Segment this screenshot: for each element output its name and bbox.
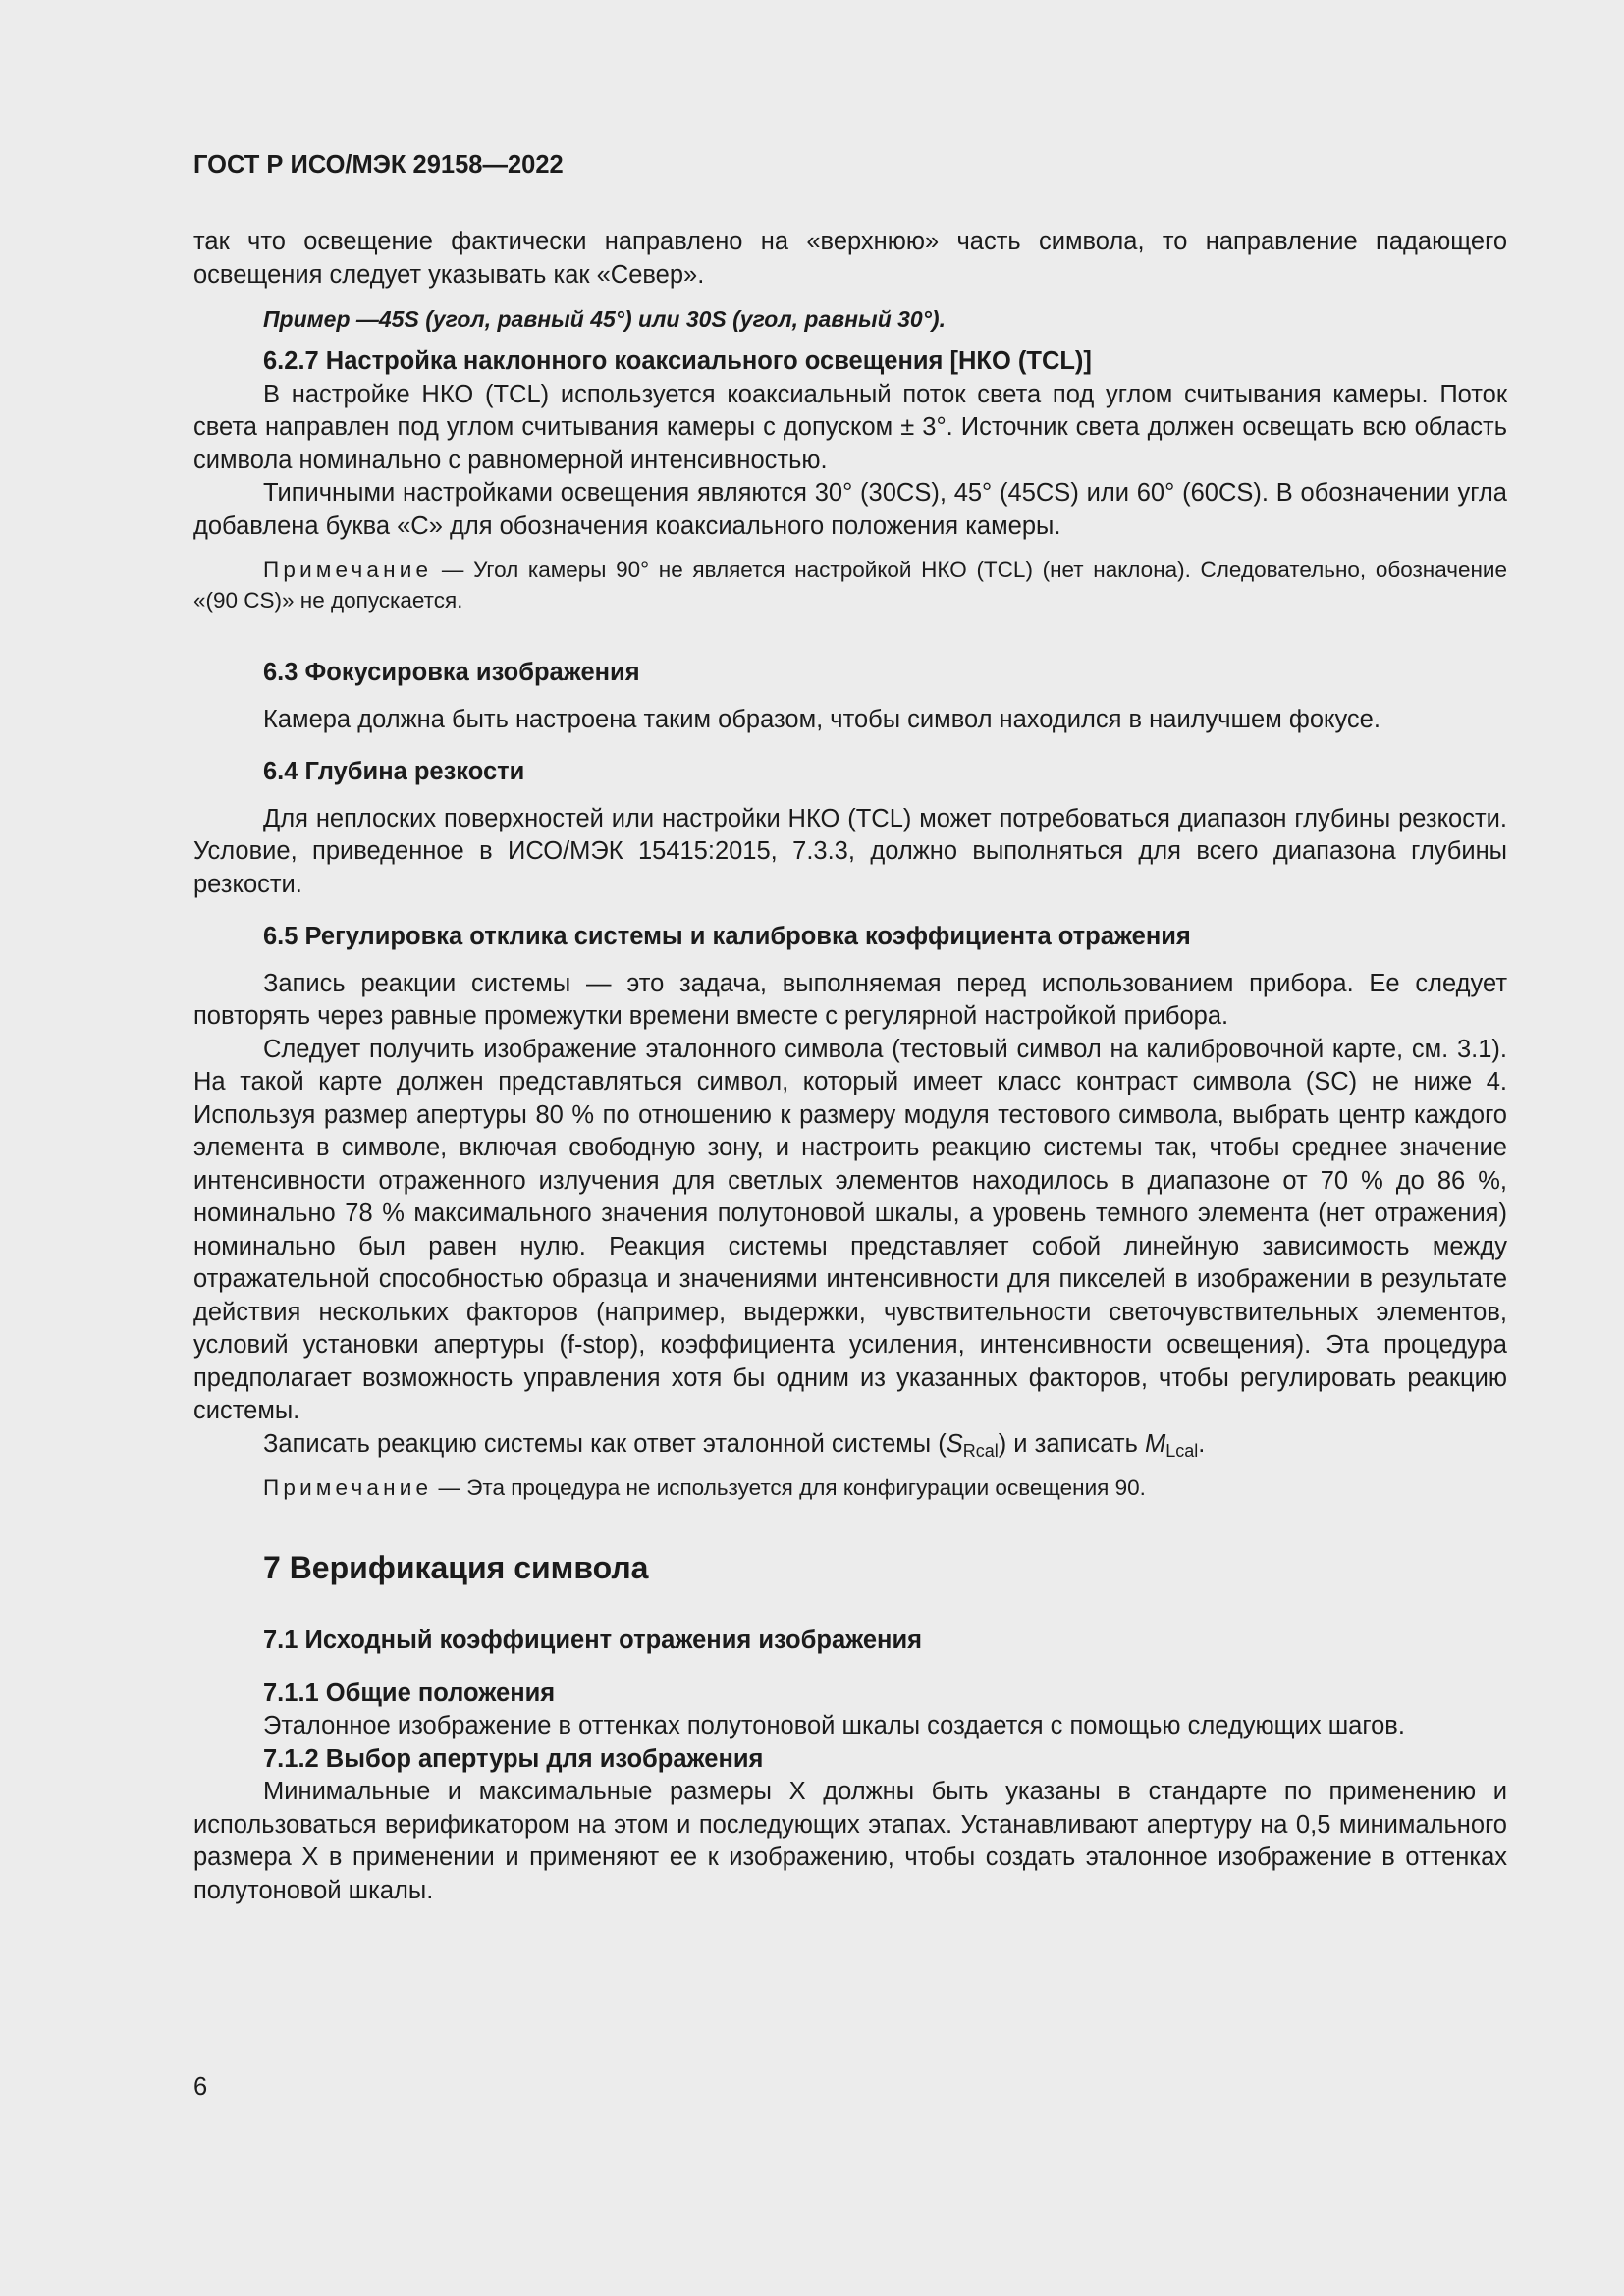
note-procedure bbox=[193, 1472, 1507, 1503]
paragraph-7-1-1: Эталонное изображение в оттенках полутоновой шкалы создается с помощью следующих шагов. bbox=[263, 1712, 1405, 1739]
note-tcl-angle bbox=[193, 555, 1507, 615]
intro-paragraph: так что освещение фактически направлено на «верхнюю» часть символа, то направление падающего освещения следует указывать как «Север». bbox=[193, 228, 1507, 289]
heading-7: 7 Верификация символа bbox=[263, 1550, 649, 1585]
heading-6-4: 6.4 Глубина резкости bbox=[263, 758, 525, 785]
note-text: — Угол камеры 90° не является настройкой НКО (TCL) (нет наклона). Следовательно, обозначение «(90 CS)» не допускается. bbox=[193, 558, 1507, 613]
text-segment: Записать реакцию системы как ответ эталонной системы ( bbox=[263, 1429, 947, 1458]
heading-6-3: 6.3 Фокусировка изображения bbox=[263, 659, 640, 686]
paragraph-6-2-7-b: Типичными настройками освещения являются 30° (30CS), 45° (45CS) или 60° (60CS). В обозначении угла добавлена буква «С» для обозначения коаксиального положения камеры. bbox=[193, 479, 1507, 540]
symbol-m: M bbox=[1144, 1429, 1166, 1458]
document-header-title: ГОСТ Р ИСО/МЭК 29158—2022 bbox=[193, 151, 564, 179]
paragraph-6-5-b: Следует получить изображение эталонного символа (тестовый символ на калибровочной карте, см. 3.1). На такой карте должен представляться символ, который имеет класс контраст символа (SC) не ниже 4. Используя размер апертуры 80 % по отношению к размеру модуля тестового символа, выбрать центр каждого элемента в символе, включая свободную зону, и настроить реакцию системы так, чтобы среднее значение интенсивности отраженного излучения для светлых элементов находилось в диапазоне от 70 % до 86 %, номинально 78 % максимального значения полутоновой шкалы, а уровень темного элемента (нет отражения) номинально был равен нулю. Реакция системы представляет собой линейную зависимость между отражательной способностью образца и значениями интенсивности для пикселей в изображении в результате действия нескольких факторов (например, выдержки, чувствительности светочувствительных элементов, условий установки апертуры (f-stop), коэффициента усиления, интенсивности освещения). Эта процедура предполагает возможность управления хотя бы одним из указанных факторов, чтобы регулировать реакцию системы. bbox=[193, 1035, 1507, 1424]
paragraph-6-5-c bbox=[193, 1428, 1507, 1462]
paragraph-6-5-a: Запись реакции системы — это задача, выполняемая перед использованием прибора. Ее следует повторять через равные промежутки времени вместе с регулярной настройкой прибора. bbox=[193, 969, 1507, 1030]
heading-7-1-2: 7.1.2 Выбор апертуры для изображения bbox=[263, 1744, 764, 1773]
heading-7-1: 7.1 Исходный коэффициент отражения изображения bbox=[263, 1627, 923, 1654]
subscript-rcal: Rcal bbox=[962, 1440, 999, 1461]
page-content bbox=[193, 147, 1507, 1907]
note-text: — Эта процедура не используется для конфигурации освещения 90. bbox=[432, 1475, 1146, 1500]
heading-6-2-7: 6.2.7 Настройка наклонного коаксиального освещения [НКО (TCL)] bbox=[263, 347, 1092, 375]
subscript-lcal: Lcal bbox=[1165, 1440, 1199, 1461]
note-label: Примечание bbox=[263, 1475, 433, 1500]
paragraph-7-1-2: Минимальные и максимальные размеры X должны быть указаны в стандарте по применению и использоваться верификатором на этом и последующих этапах. Устанавливают апертуру на 0,5 минимального размера X в применении и применяют ее к изображению, чтобы создать эталонное изображение в оттенках полутоновой шкалы. bbox=[193, 1778, 1507, 1904]
page-number: 6 bbox=[193, 2073, 208, 2101]
paragraph-6-2-7-a: В настройке НКО (TCL) используется коаксиальный поток света под углом считывания камеры. Поток света направлен под углом считывания камеры с допуском ± 3°. Источник света должен освещать всю область символа номинально с равномерной интенсивностью. bbox=[193, 380, 1507, 474]
paragraph-6-3: Камера должна быть настроена таким образом, чтобы символ находился в наилучшем фокусе. bbox=[263, 705, 1380, 733]
symbol-s: S bbox=[946, 1429, 963, 1458]
heading-7-1-1: 7.1.1 Общие положения bbox=[263, 1679, 556, 1707]
text-segment: ) и записать bbox=[998, 1429, 1145, 1458]
heading-6-5: 6.5 Регулировка отклика системы и калибровка коэффициента отражения bbox=[263, 923, 1191, 950]
paragraph-6-4: Для неплоских поверхностей или настройки НКО (TCL) может потребоваться диапазон глубины резкости. Условие, приведенное в ИСО/МЭК 15415:2015, 7.3.3, должно выполняться для всего диапазона глубины резкости. bbox=[193, 804, 1507, 898]
text-segment: . bbox=[1198, 1429, 1206, 1458]
note-label: Примечание bbox=[263, 558, 433, 582]
example-line: Пример —45S (угол, равный 45°) или 30S (угол, равный 30°). bbox=[263, 306, 946, 332]
